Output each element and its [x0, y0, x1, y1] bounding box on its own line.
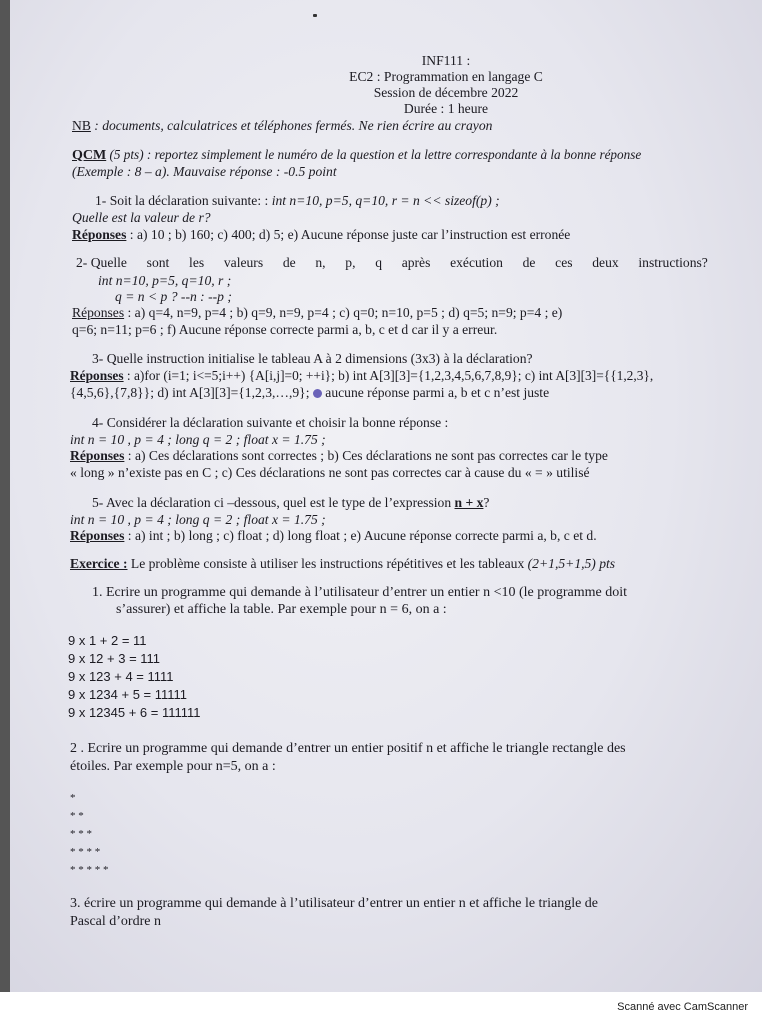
part2-line-2: étoiles. Par exemple pour n=5, on a :: [70, 759, 276, 774]
part3-line-2: Pascal d’ordre n: [70, 914, 161, 929]
star-row: * * * *: [70, 846, 101, 858]
q1-options: : a) 10 ; b) 160; c) 400; d) 5; e) Aucune réponse juste car l’instruction est erronée: [126, 227, 571, 242]
q5-answers: [70, 527, 597, 544]
q2-word: deux: [592, 255, 619, 270]
q2-options: : a) q=4, n=9, p=4 ; b) q=9, n=9, p=4 ; c) q=0; n=10, p=5 ; d) q=5; n=9; p=4 ; e): [124, 305, 563, 320]
q4-answers-line-2: « long » n’existe pas en C ; c) Ces déclarations ne sont pas correctes car à cause du « = » utilisé: [70, 465, 590, 480]
answers-label: Réponses: [70, 448, 125, 463]
answers-label: Réponses: [72, 227, 127, 242]
q2-word: n,: [315, 255, 326, 270]
star-row: *: [70, 792, 76, 804]
table-line: 9 x 1 + 2 = 11: [68, 633, 147, 648]
q2-word: valeurs: [223, 255, 264, 270]
q3-title: 3- Quelle instruction initialise le tableau A à 2 dimensions (3x3) à la déclaration?: [92, 351, 533, 366]
q2-word: exécution: [450, 255, 503, 270]
part1-line-2: s’assurer) et affiche la table. Par exemple pour n = 6, on a :: [116, 602, 447, 617]
q3-options: : a)for (i=1; i<=5;i++) {A[i,j]=0; ++i}; b) int A[3][3]={1,2,3,4,5,6,7,8,9}; c) int A[3][3]={{1,2,3},: [123, 368, 654, 383]
part2-line-1: 2 . Ecrire un programme qui demande d’entrer un entier positif n et affiche le triangle rectangle des: [70, 741, 626, 756]
course-code: INF111 :: [421, 53, 471, 68]
exercise-text: Le problème consiste à utiliser les instructions répétitives et les tableaux: [127, 556, 528, 571]
q1-code: int n=10, p=5, q=10, r = n << sizeof(p) ;: [271, 193, 500, 208]
q4-answers-line-1: [70, 447, 608, 464]
qcm-intro-line-2: (Exemple : 8 – a). Mauvaise réponse : -0.5 point: [72, 164, 337, 179]
q2-code-line-1: int n=10, p=5, q=10, r ;: [98, 273, 232, 288]
q3-options-end: aucune réponse parmi a, b et c n’est juste: [321, 385, 550, 400]
exam-note: [72, 117, 492, 134]
table-line: 9 x 1234 + 5 = 11111: [68, 687, 188, 702]
q1-statement: [95, 192, 500, 209]
exam-duration: Durée : 1 heure: [403, 101, 489, 116]
answers-label: Réponses: [70, 528, 125, 543]
part3-line-1: 3. écrire un programme qui demande à l’utilisateur d’entrer un entier n et affiche le triangle de: [70, 896, 599, 911]
q2-word: de: [522, 255, 536, 270]
scanner-watermark: Scanné avec CamScanner: [617, 1001, 748, 1013]
q2-word: après: [401, 255, 431, 270]
exercise-points: (2+1,5+1,5) pts: [527, 556, 616, 571]
q2-word: les: [189, 255, 205, 270]
q5-options: : a) int ; b) long ; c) float ; d) long float ; e) Aucune réponse correcte parmi a, b, c et d.: [124, 528, 597, 543]
q5-title: [92, 494, 489, 511]
q5-question-mark: ?: [483, 495, 490, 510]
exercise-label: Exercice :: [70, 556, 128, 571]
note-label: NB: [72, 118, 91, 133]
q2-answers-line-2: q=6; n=11; p=6 ; f) Aucune réponse correcte parmi a, b, c et d car il y a erreur.: [72, 322, 498, 337]
table-line: 9 x 123 + 4 = 1111: [68, 669, 174, 684]
q5-code: int n = 10 , p = 4 ; long q = 2 ; float x = 1.75 ;: [70, 512, 326, 527]
q2-answers-line-1: [72, 304, 562, 321]
q2-title: [76, 254, 708, 271]
qcm-intro-text: (5 pts) : reportez simplement le numéro de la question et la lettre correspondante à la bonne réponse: [106, 147, 642, 162]
q1-title: 1- Soit la déclaration suivante: :: [95, 193, 272, 208]
q3-answers-line-2: [70, 384, 549, 401]
table-line: 9 x 12 + 3 = 111: [68, 651, 161, 666]
q2-word: instructions?: [638, 255, 708, 270]
answers-label: Réponses: [70, 368, 124, 383]
qcm-label: QCM: [72, 148, 107, 163]
exam-session: Session de décembre 2022: [373, 85, 519, 100]
table-line: 9 x 12345 + 6 = 111111: [68, 705, 201, 720]
note-text: : documents, calculatrices et téléphones fermés. Ne rien écrire au crayon: [90, 118, 493, 133]
star-row: * * *: [70, 828, 92, 840]
q5-title-text: 5- Avec la déclaration ci –dessous, quel est le type de l’expression: [92, 495, 455, 510]
q5-expression: n + x: [454, 495, 484, 510]
q2-word: ces: [555, 255, 573, 270]
q4-options: : a) Ces déclarations sont correctes ; b) Ces déclarations ne sont pas correctes car le type: [124, 448, 608, 463]
q4-title: 4- Considérer la déclaration suivante et choisir la bonne réponse :: [92, 415, 449, 430]
q2-code-line-2: q = n < p ? --n : --p ;: [115, 289, 232, 304]
exercise-intro: [70, 555, 615, 572]
exam-title: EC2 : Programmation en langage C: [349, 69, 543, 84]
q2-word: q: [375, 255, 382, 270]
q2-word: sont: [146, 255, 170, 270]
q1-answers: [72, 226, 570, 243]
q4-code: int n = 10 , p = 4 ; long q = 2 ; float x = 1.75 ;: [70, 432, 326, 447]
pen-mark-icon: [313, 389, 322, 398]
exam-sheet: [10, 0, 762, 992]
q2-word: de: [282, 255, 296, 270]
star-row: * * * * *: [70, 864, 109, 876]
q3-options-cont: {4,5,6},{7,8}}; d) int A[3][3]={1,2,3,…,9};: [70, 385, 313, 400]
q1-question: Quelle est la valeur de r?: [72, 210, 211, 225]
answers-label: Réponses: [72, 305, 125, 320]
star-row: * *: [70, 810, 84, 822]
q2-word: 2- Quelle: [76, 255, 127, 270]
part1-line-1: 1. Ecrire un programme qui demande à l’utilisateur d’entrer un entier n <10 (le programme doit: [92, 585, 628, 600]
qcm-intro-line-1: [72, 146, 641, 164]
q3-answers-line-1: [70, 367, 653, 384]
q2-word: p,: [345, 255, 356, 270]
